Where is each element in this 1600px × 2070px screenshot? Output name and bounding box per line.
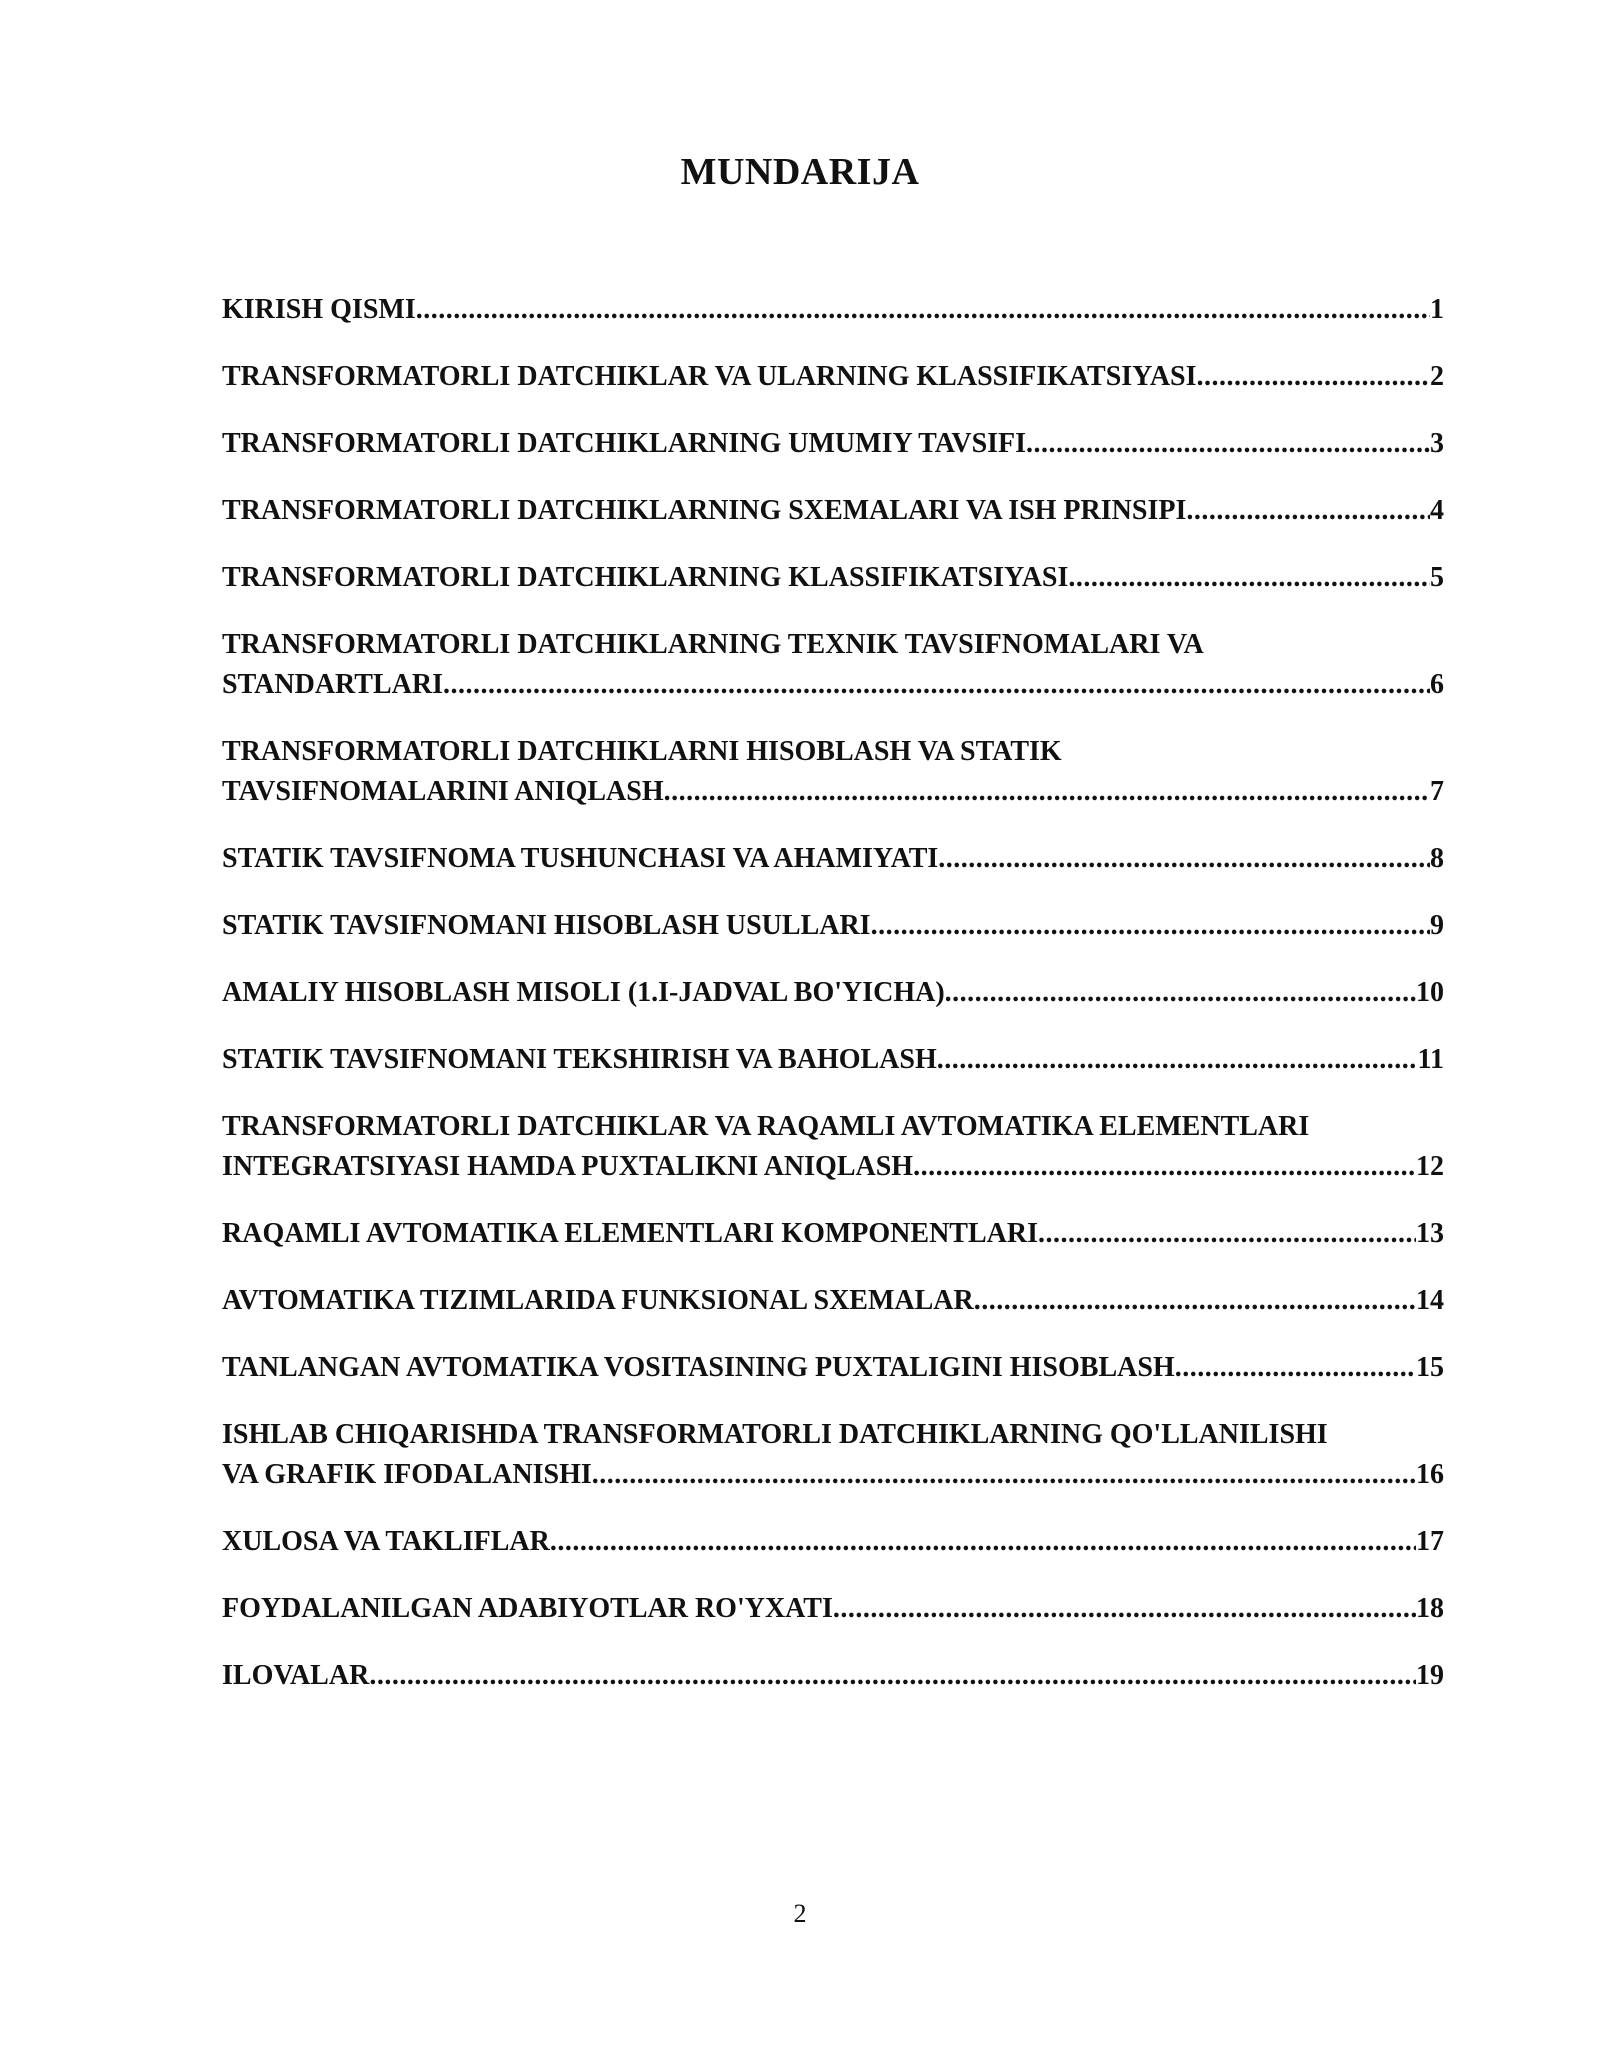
toc-entry-title-line-2: VA GRAFIK IFODALANISHI	[222, 1459, 592, 1490]
toc-dot-leader	[1175, 1348, 1416, 1388]
toc-entry-19[interactable]	[222, 1656, 1442, 1696]
toc-entry-13[interactable]	[222, 1214, 1442, 1254]
toc-entry-12[interactable]	[222, 1107, 1442, 1187]
toc-entry-10[interactable]	[222, 973, 1442, 1013]
toc-entry-title-line-1: TRANSFORMATORLI DATCHIKLARNI HISOBLASH VA STATIK	[222, 736, 1062, 767]
page-number: 2	[793, 1899, 807, 1928]
toc-page-number: 1	[1430, 294, 1444, 325]
toc-entry-3[interactable]	[222, 424, 1442, 464]
toc-entry-title: FOYDALANILGAN ADABIYOTLAR RO'YXATI	[222, 1593, 833, 1624]
toc-dot-leader	[1038, 1214, 1416, 1254]
toc-entry-5[interactable]	[222, 558, 1442, 598]
toc-dot-leader	[1197, 357, 1430, 397]
toc-entry-8[interactable]	[222, 839, 1442, 879]
toc-entry-title: STATIK TAVSIFNOMA TUSHUNCHASI VA AHAMIYATI	[222, 843, 939, 874]
toc-dot-leader	[974, 1281, 1416, 1321]
toc-dot-leader	[1026, 424, 1430, 464]
toc-page-number: 2	[1430, 361, 1444, 392]
toc-dot-leader	[945, 973, 1416, 1013]
toc-line	[222, 839, 1444, 879]
toc-entry-7[interactable]	[222, 732, 1442, 812]
toc-entry-title: XULOSA VA TAKLIFLAR	[222, 1526, 550, 1557]
toc-dot-leader	[550, 1522, 1416, 1562]
toc-line	[222, 1522, 1444, 1562]
toc-dot-leader	[937, 1040, 1418, 1080]
toc-page-number: 4	[1430, 495, 1444, 526]
toc-entry-4[interactable]	[222, 491, 1442, 531]
toc-entry-title-line-1: TRANSFORMATORLI DATCHIKLAR VA RAQAMLI AVTOMATIKA ELEMENTLARI	[222, 1111, 1310, 1142]
toc-entry-2[interactable]	[222, 357, 1442, 397]
toc-page-number: 17	[1416, 1526, 1444, 1557]
toc-dot-leader	[369, 1656, 1416, 1696]
toc-entry-title-line-2: INTEGRATSIYASI HAMDA PUXTALIKNI ANIQLASH	[222, 1151, 914, 1182]
toc-line	[222, 772, 1444, 812]
toc-line	[222, 1656, 1444, 1696]
toc-page-number: 8	[1430, 843, 1444, 874]
toc-entry-title: AVTOMATIKA TIZIMLARIDA FUNKSIONAL SXEMALAR	[222, 1285, 974, 1316]
toc-line	[222, 1348, 1444, 1388]
toc-line	[222, 357, 1444, 397]
toc-line	[222, 1589, 1444, 1629]
toc-line	[222, 906, 1444, 946]
toc-entry-title: AMALIY HISOBLASH MISOLI (1.I-JADVAL BO'YICHA)	[222, 977, 945, 1008]
toc-page-number: 6	[1430, 669, 1444, 700]
toc-entry-14[interactable]	[222, 1281, 1442, 1321]
page-title: MUNDARIJA	[680, 151, 920, 193]
toc-page-number: 12	[1416, 1151, 1444, 1182]
toc-page-number: 7	[1430, 776, 1444, 807]
toc-entry-title: TRANSFORMATORLI DATCHIKLARNING KLASSIFIKATSIYASI	[222, 562, 1069, 593]
toc-page-number: 19	[1416, 1660, 1444, 1691]
toc-entry-title: TRANSFORMATORLI DATCHIKLARNING UMUMIY TAVSIFI	[222, 428, 1027, 459]
toc-entry-15[interactable]	[222, 1348, 1442, 1388]
toc-page-number: 13	[1416, 1218, 1444, 1249]
toc-entry-title: RAQAMLI AVTOMATIKA ELEMENTLARI KOMPONENTLARI	[222, 1218, 1038, 1249]
toc-page-number: 11	[1417, 1044, 1444, 1075]
toc-page-number: 10	[1416, 977, 1444, 1008]
toc-entry-17[interactable]	[222, 1522, 1442, 1562]
toc-page-number: 16	[1416, 1459, 1444, 1490]
toc-line	[222, 491, 1444, 531]
toc-dot-leader	[871, 906, 1430, 946]
toc-entry-title: STATIK TAVSIFNOMANI HISOBLASH USULLARI	[222, 910, 871, 941]
toc-entry-title: STATIK TAVSIFNOMANI TEKSHIRISH VA BAHOLASH	[222, 1044, 937, 1075]
toc-entry-1[interactable]	[222, 290, 1442, 330]
toc-entry-16[interactable]	[222, 1415, 1442, 1495]
toc-entry-title-line-2: STANDARTLARI	[222, 669, 443, 700]
toc-entry-18[interactable]	[222, 1589, 1442, 1629]
toc-dot-leader	[443, 665, 1430, 705]
toc-page-number: 9	[1430, 910, 1444, 941]
toc-dot-leader	[416, 290, 1430, 330]
toc-line	[222, 1040, 1444, 1080]
toc-page-number: 18	[1416, 1593, 1444, 1624]
toc-line	[222, 424, 1444, 464]
toc-dot-leader	[833, 1589, 1416, 1629]
toc-dot-leader	[913, 1147, 1416, 1187]
toc-dot-leader	[664, 772, 1430, 812]
toc-page-number: 5	[1430, 562, 1444, 593]
toc-entry-title: ILOVALAR	[222, 1660, 370, 1691]
toc-entry-title: TRANSFORMATORLI DATCHIKLAR VA ULARNING KLASSIFIKATSIYASI	[222, 361, 1197, 392]
toc-line	[222, 1281, 1444, 1321]
toc-entry-title: KIRISH QISMI	[222, 294, 416, 325]
toc-page-number: 3	[1430, 428, 1444, 459]
toc-entry-6[interactable]	[222, 625, 1442, 705]
toc-dot-leader	[592, 1455, 1416, 1495]
toc-line	[222, 1214, 1444, 1254]
toc-line	[222, 665, 1444, 705]
toc-entry-title-line-1: TRANSFORMATORLI DATCHIKLARNING TEXNIK TAVSIFNOMALARI VA	[222, 629, 1204, 660]
toc-entry-title: TRANSFORMATORLI DATCHIKLARNING SXEMALARI VA ISH PRINSIPI	[222, 495, 1187, 526]
toc-line	[222, 1147, 1444, 1187]
toc-entry-title-line-2: TAVSIFNOMALARINI ANIQLASH	[222, 776, 664, 807]
toc-dot-leader	[938, 839, 1430, 879]
toc-line	[222, 973, 1444, 1013]
toc-page-number: 14	[1416, 1285, 1444, 1316]
toc-line	[222, 558, 1444, 598]
toc-entry-9[interactable]	[222, 906, 1442, 946]
toc-line	[222, 1455, 1444, 1495]
table-of-contents	[222, 290, 1442, 1723]
toc-entry-title: TANLANGAN AVTOMATIKA VOSITASINING PUXTALIGINI HISOBLASH	[222, 1352, 1175, 1383]
toc-entry-11[interactable]	[222, 1040, 1442, 1080]
toc-line	[222, 290, 1444, 330]
toc-page-number: 15	[1416, 1352, 1444, 1383]
toc-entry-title-line-1: ISHLAB CHIQARISHDA TRANSFORMATORLI DATCHIKLARNING QO'LLANILISHI	[222, 1419, 1328, 1450]
toc-dot-leader	[1068, 558, 1430, 598]
toc-dot-leader	[1186, 491, 1430, 531]
